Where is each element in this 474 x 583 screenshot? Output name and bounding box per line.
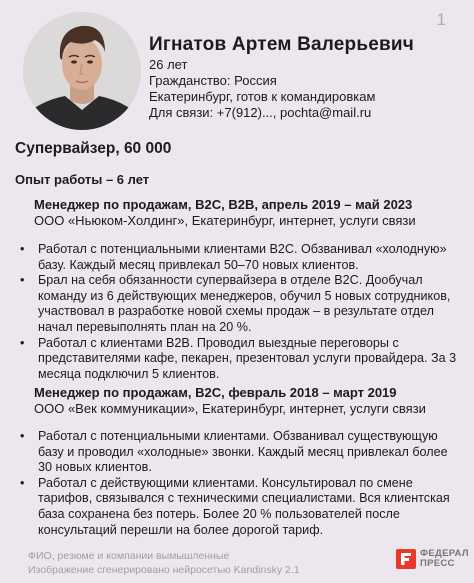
- job-title: Менеджер по продажам, B2C, B2B, апрель 2019 – май 2023: [34, 197, 413, 212]
- list-item-line: базу и проводил «холодные» звонки. Каждый месяц привлекал более: [38, 444, 448, 459]
- list-item-line: Работал с клиентами B2B. Проводил выездные переговоры с: [38, 335, 399, 350]
- job-achievements-list: [18, 429, 458, 538]
- job-title: Менеджер по продажам, B2C, февраль 2018 – март 2019: [34, 385, 397, 400]
- candidate-info: [149, 57, 375, 121]
- footer-disclaimer: [28, 549, 300, 577]
- list-item: [18, 273, 458, 335]
- page-number: 1: [436, 10, 446, 29]
- list-item: [18, 242, 458, 273]
- experience-summary: Опыт работы – 6 лет: [15, 172, 150, 187]
- candidate-location: Екатеринбург, готов к командировкам: [149, 89, 376, 104]
- list-item-line: тарифов, связывался с техническими специалистами. Вся клиентская: [38, 491, 450, 506]
- candidate-contacts: Для связи: +7(912)..., pochta@mail.ru: [149, 105, 372, 120]
- candidate-age: 26 лет: [149, 57, 188, 72]
- candidate-name: Игнатов Артем Валерьевич: [149, 34, 414, 55]
- list-item-line: участвовал в разработке новой схемы продаж – в результате отдел: [38, 304, 434, 319]
- list-item: [18, 429, 458, 476]
- bullet-icon: •: [20, 429, 25, 443]
- federal-press-logo-icon: [396, 549, 416, 569]
- bullet-icon: •: [20, 335, 25, 350]
- logo-wordmark: [420, 549, 469, 569]
- publisher-logo: [396, 549, 469, 569]
- candidate-citizenship: Гражданство: Россия: [149, 73, 277, 88]
- bullet-icon: •: [20, 242, 25, 256]
- list-item-line: Брал на себя обязанности супервайзера в отделе B2C. Дообучал: [38, 273, 423, 288]
- job-company: ООО «Век коммуникации», Екатеринбург, интернет, услуги связи: [34, 401, 426, 416]
- bullet-icon: •: [20, 475, 25, 490]
- list-item: [18, 476, 458, 538]
- bullet-icon: •: [20, 273, 25, 288]
- list-item: [18, 336, 458, 383]
- desired-position: Супервайзер, 60 000: [15, 140, 172, 157]
- footer-line: ФИО, резюме и компании вымышленные: [28, 550, 230, 562]
- portrait-image: [23, 12, 141, 130]
- list-item-line: Работал с действующими клиентами. Консультировал по смене: [38, 475, 413, 490]
- list-item-line: Работал с потенциальными клиентами. Обзванивал существующую: [38, 429, 438, 443]
- logo-text-line: ПРЕСС: [420, 558, 455, 569]
- list-item-line: консультаций перешли на более дорогой тариф.: [38, 522, 324, 537]
- list-item-line: Работал с потенциальными клиентами B2C. Обзванивал «холодную»: [38, 242, 447, 256]
- avatar: [23, 12, 141, 130]
- list-item-line: 30 новых клиентов.: [38, 460, 152, 475]
- job-company: ООО «Ньюком-Холдинг», Екатеринбург, интернет, услуги связи: [34, 213, 416, 228]
- list-item-line: команду из 6 действующих менеджеров, обучил 5 новых сотрудников,: [38, 288, 451, 303]
- list-item-line: представителями кафе, пекарен, презентовал услуги провайдера. За 3: [38, 351, 457, 366]
- list-item-line: начал перевыполнять план на 20 %.: [38, 319, 252, 334]
- job-achievements-list: [18, 242, 458, 382]
- logo-text-line: ФЕДЕРАЛ: [420, 548, 469, 559]
- list-item-line: месяца подключил 5 клиентов.: [38, 366, 220, 381]
- footer-line: Изображение сгенерировано нейросетью Kandinsky 2.1: [28, 564, 300, 576]
- list-item-line: база сохранена без потерь. Более 20 % пользователей после: [38, 506, 400, 521]
- list-item-line: базу. Каждый месяц привлекал 50–70 новых клиентов.: [38, 257, 359, 272]
